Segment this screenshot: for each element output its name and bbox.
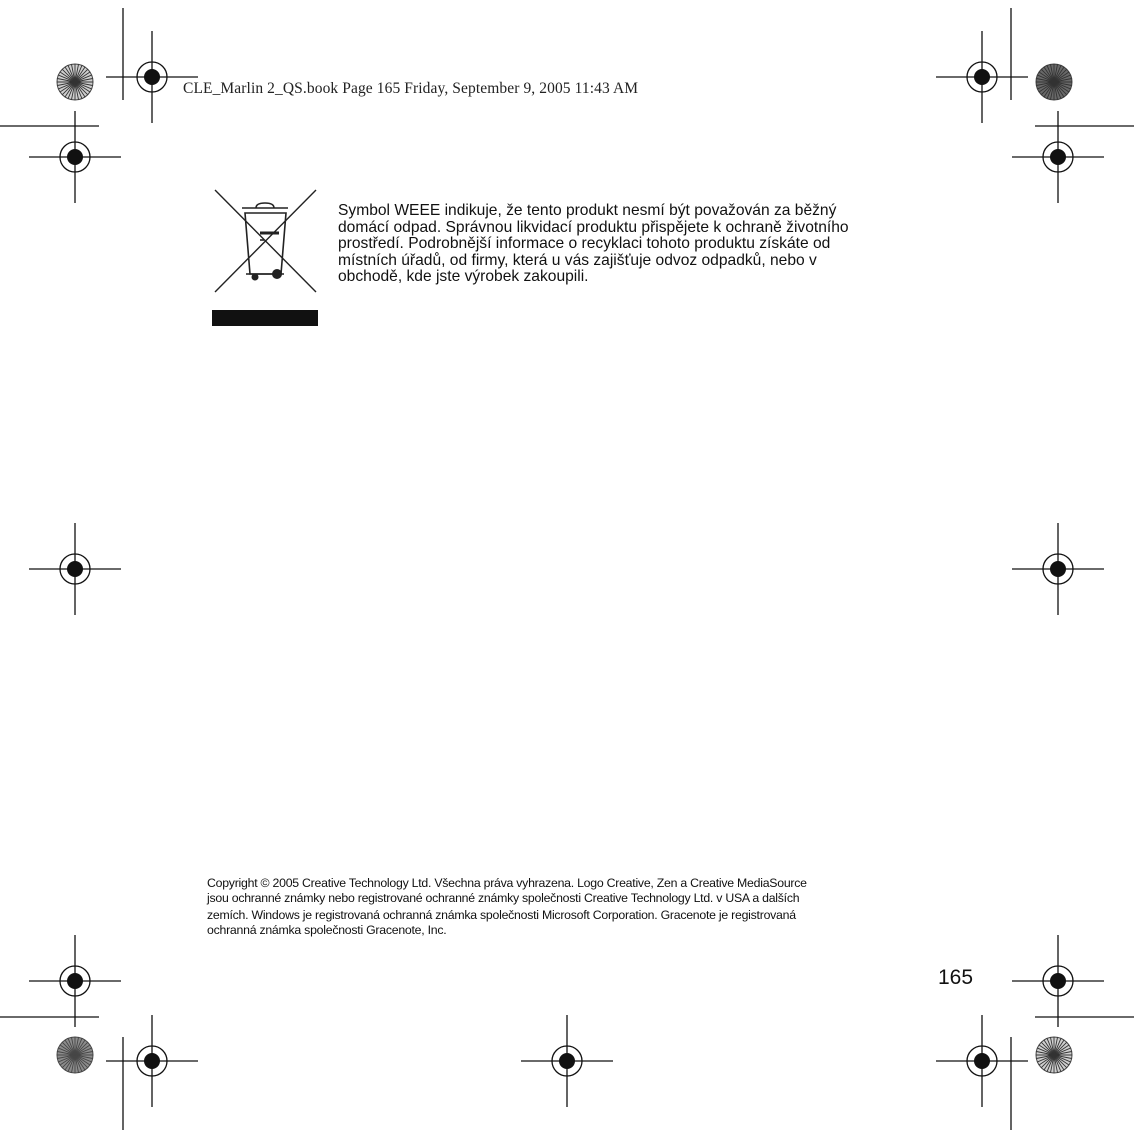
registration-mark-middle-right xyxy=(1012,523,1104,615)
weee-notice-text xyxy=(338,203,958,286)
registration-mark-middle-left xyxy=(29,523,121,615)
color-bar-star-top-right xyxy=(1036,64,1072,100)
page-number: 165 xyxy=(938,966,974,989)
crop-lines xyxy=(0,8,1134,1130)
registration-mark-bottom-center xyxy=(521,1015,613,1107)
weee-notice-line: prostředí. Podrobnější informace o recyklaci tohoto produktu získáte od xyxy=(338,235,831,252)
registration-mark-upper-left xyxy=(29,111,121,203)
color-bar-star-bottom-left xyxy=(57,1037,93,1073)
weee-notice-line: Symbol WEEE indikuje, že tento produkt nesmí být považován za běžný xyxy=(338,202,837,219)
registration-mark-bottom-left xyxy=(106,1015,198,1107)
copyright-line: zemích. Windows je registrovaná ochranná známka společnosti Microsoft Corporation. Gracenote je registrovaná xyxy=(207,908,796,922)
registration-mark-top-left xyxy=(106,31,198,123)
color-bar-star-top-left xyxy=(57,64,93,100)
weee-notice-line: obchodě, kde jste výrobek zakoupili. xyxy=(338,268,589,285)
registration-mark-upper-right xyxy=(1012,111,1104,203)
weee-notice-line: domácí odpad. Správnou likvidací produktu přispějete k ochraně životního xyxy=(338,218,849,236)
copyright-line: ochranná známka společnosti Gracenote, Inc. xyxy=(207,922,447,937)
copyright-notice xyxy=(207,876,997,937)
copyright-line: Copyright © 2005 Creative Technology Ltd. Všechna práva vyhrazena. Logo Creative, Zen a Creative MediaSource xyxy=(207,876,807,890)
print-header: CLE_Marlin 2_QS.book Page 165 Friday, September 9, 2005 11:43 AM xyxy=(183,80,639,97)
weee-notice-line: místních úřadů, od firmy, která u vás zajišťuje odvoz odpadků, nebo v xyxy=(338,251,817,269)
registration-mark-bottom-right xyxy=(936,1015,1028,1107)
registration-mark-top-right xyxy=(936,31,1028,123)
color-bar-star-bottom-right xyxy=(1036,1037,1072,1073)
crossed-out-wheelie-bin-icon xyxy=(212,186,318,326)
registration-mark-lower-right xyxy=(1012,935,1104,1027)
registration-mark-lower-left xyxy=(29,935,121,1027)
copyright-line: jsou ochranné známky nebo registrované ochranné známky společnosti Creative Technology Ltd. v USA a dalších xyxy=(207,890,800,905)
